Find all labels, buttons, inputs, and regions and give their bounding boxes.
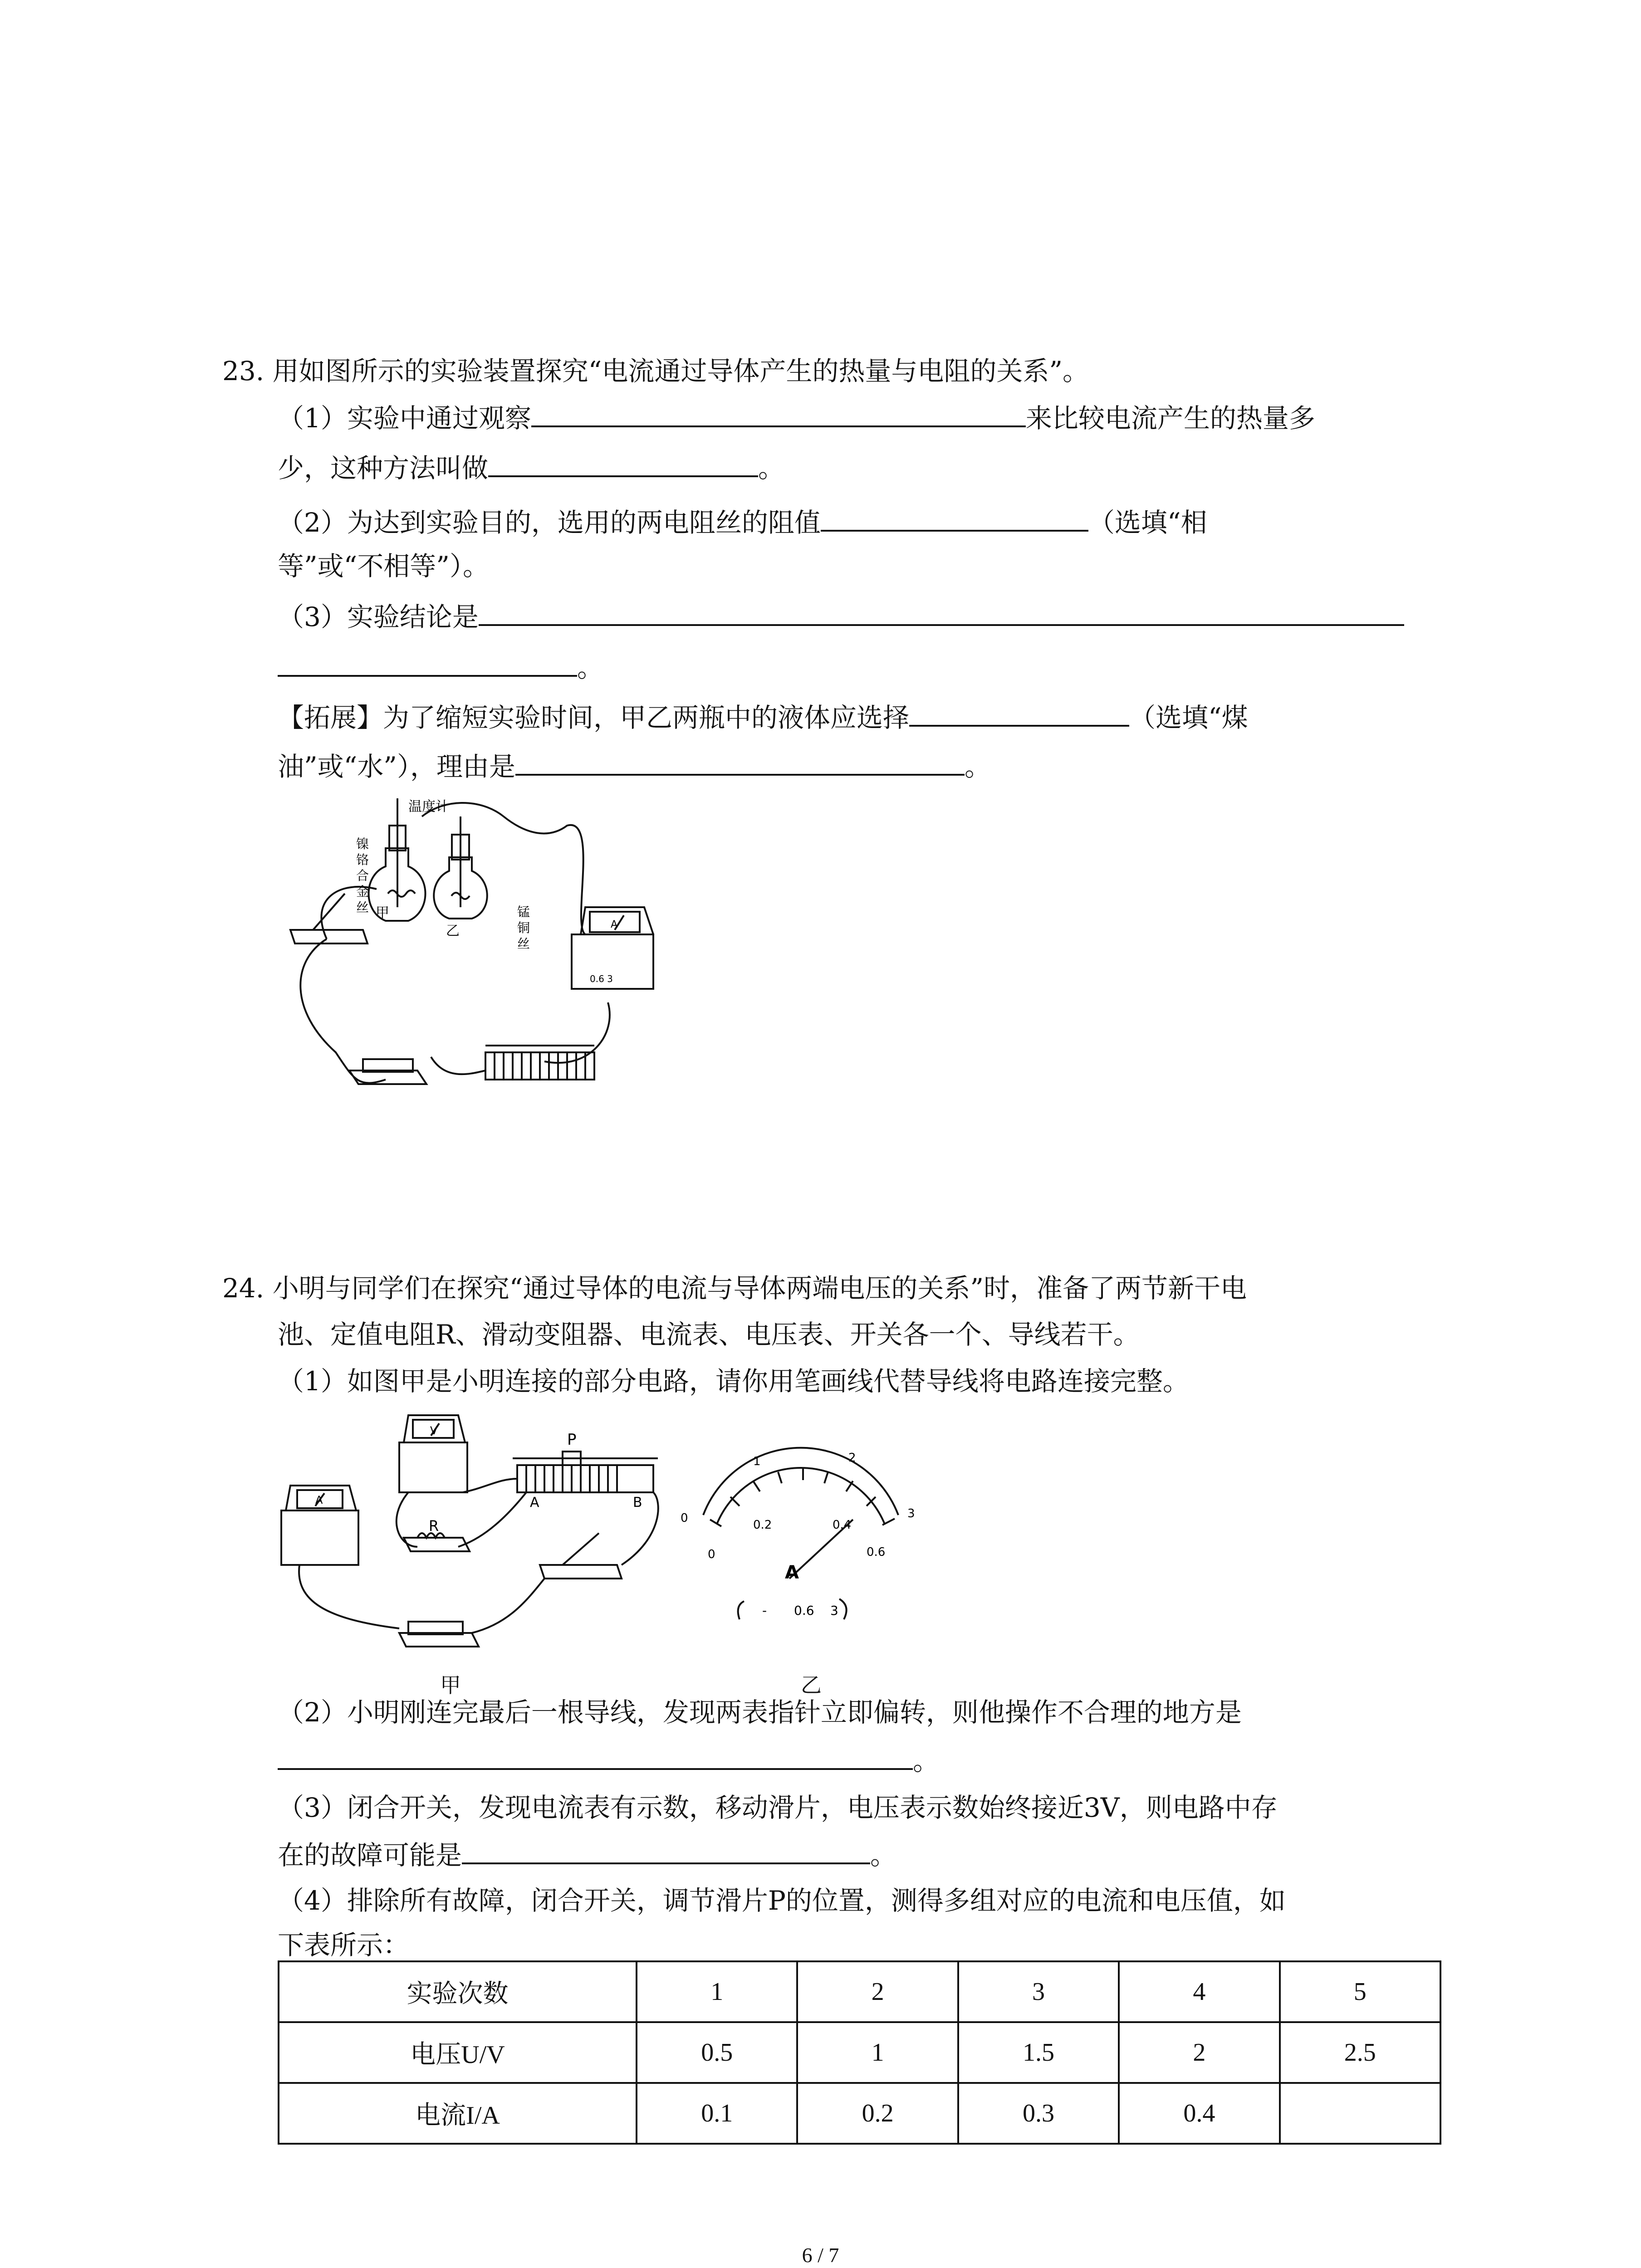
wire [300, 939, 386, 1083]
svg-text:镍: 镍 [356, 836, 369, 851]
q23-part2-line2: 等”或“不相等”）。 [278, 551, 489, 582]
svg-text:合: 合 [356, 868, 369, 883]
q23-extension-line1: 【拓展】为了缩短实验时间，甲乙两瓶中的液体应选择 （选填“煤 [278, 699, 1248, 736]
q23-circuit-figure [272, 798, 681, 1098]
terminal-label: - [762, 1603, 767, 1618]
svg-text:铜: 铜 [517, 920, 530, 935]
page-number: 6 / 7 [802, 2244, 839, 2267]
q24-stem-line2: 池、定值电阻R、滑动变阻器、电流表、电压表、开关各一个、导线若干。 [278, 1319, 1140, 1350]
meter-symbol: A [785, 1562, 799, 1583]
q23-part1-line1: （1）实验中通过观察 来比较电流产生的热量多 [278, 399, 1315, 436]
coil-jia [388, 890, 415, 897]
table-cell-empty[interactable] [1280, 2083, 1440, 2144]
q24-caption-yi: 乙 [801, 1673, 822, 1697]
switch-base [290, 930, 367, 943]
q23-extension-line2: 油”或“水”），理由是 。 [278, 748, 991, 785]
scale-label: 3 [907, 1507, 915, 1520]
q23-blank-conclusion-b[interactable] [278, 649, 577, 677]
table-cell: 3 [958, 1961, 1119, 2022]
table-header-row [279, 1961, 1440, 2022]
q23-part3-line2: 。 [278, 649, 603, 686]
table-row [279, 2022, 1440, 2083]
wire [299, 1565, 399, 1628]
label-a: A [530, 1495, 539, 1510]
scale-label: 0 [708, 1548, 715, 1561]
svg-text:丝: 丝 [517, 936, 530, 951]
q24-figure-jia [272, 1411, 671, 1660]
q24-data-table [278, 1960, 1441, 2145]
table-cell: 电流I/A [279, 2083, 637, 2144]
scale-label: 0.2 [753, 1518, 772, 1532]
label-bottle-yi: 乙 [446, 923, 460, 939]
table-cell: 电压U/V [279, 2022, 637, 2083]
q23-part3-line1: （3）实验结论是 [278, 598, 1404, 635]
scale-label: 0.6 [867, 1545, 886, 1559]
table-row [279, 2083, 1440, 2144]
q24-part4-line2: 下表所示： [278, 1930, 410, 1960]
label-nichrome-wire [356, 836, 369, 915]
rheostat [517, 1465, 653, 1492]
scale-label: 2 [848, 1451, 856, 1465]
label-r: R [429, 1517, 439, 1535]
q23-blank-liquid[interactable] [909, 699, 1129, 727]
wire [463, 1479, 517, 1492]
q23-stem: 23. 用如图所示的实验装置探究“电流通过导体产生的热量与电阻的关系”。 [222, 356, 1089, 386]
svg-text:铬: 铬 [356, 852, 369, 867]
terminal-label: 0.6 [794, 1603, 814, 1618]
terminal-label: 3 [830, 1603, 838, 1618]
label-bottle-jia: 甲 [376, 905, 389, 921]
scale-arc-outer [703, 1448, 898, 1515]
table-cell: 4 [1119, 1961, 1279, 2022]
q24-part2-line1: （2）小明刚连完最后一根导线，发现两表指针立即偏转，则他操作不合理的地方是 [278, 1697, 1242, 1728]
label-p: P [567, 1431, 577, 1449]
voltmeter-box [399, 1442, 467, 1492]
q23-part2-line1: （2）为达到实验目的，选用的两电阻丝的阻值 （选填“相 [278, 503, 1207, 541]
table-cell: 1.5 [958, 2022, 1119, 2083]
table-cell: 2.5 [1280, 2022, 1440, 2083]
wire [431, 1057, 485, 1074]
q24-part4-line1: （4）排除所有故障，闭合开关，调节滑片P的位置，测得多组对应的电流和电压值，如 [278, 1885, 1286, 1916]
switch-base [540, 1565, 622, 1579]
label-b: B [633, 1495, 642, 1510]
q24-figure-yi [671, 1429, 926, 1628]
table-cell: 0.2 [797, 2083, 958, 2144]
q24-part3-line2: 在的故障可能是 。 [278, 1836, 896, 1873]
table-cell: 1 [637, 1961, 797, 2022]
wire [422, 803, 585, 934]
ammeter-box [281, 1510, 358, 1565]
label-thermometer: 温度计 [408, 799, 449, 815]
ammeter-symbol: A [611, 919, 618, 930]
q23-blank-reason[interactable] [515, 748, 965, 776]
q24-stem-line1: 24. 小明与同学们在探究“通过导体的电流与导体两端电压的关系”时，准备了两节新干电 [222, 1273, 1247, 1304]
svg-text:丝: 丝 [356, 900, 369, 915]
svg-text:金: 金 [356, 884, 369, 899]
wire [472, 1579, 544, 1633]
table-cell: 0.4 [1119, 2083, 1279, 2144]
wire [458, 1492, 526, 1547]
q23-blank-method[interactable] [488, 449, 758, 477]
q23-blank-observe[interactable] [531, 399, 1026, 427]
q23-blank-resistance[interactable] [821, 503, 1088, 532]
table-cell: 1 [797, 2022, 958, 2083]
scale-label: 0 [681, 1511, 688, 1525]
label-manganin-wire [517, 904, 530, 951]
scale-label: 0.4 [833, 1518, 852, 1532]
table-cell: 0.3 [958, 2083, 1119, 2144]
table-cell: 实验次数 [279, 1961, 637, 2022]
ammeter-symbol: A [315, 1494, 323, 1506]
voltmeter-symbol: V [430, 1424, 438, 1437]
q24-caption-jia: 甲 [440, 1673, 461, 1697]
table-cell: 0.1 [637, 2083, 797, 2144]
q23-blank-conclusion-a[interactable] [479, 598, 1404, 626]
table-cell: 2 [1119, 2022, 1279, 2083]
svg-text:锰: 锰 [517, 904, 530, 919]
q24-part1: （1）如图甲是小明连接的部分电路，请你用笔画线代替导线将电路连接完整。 [278, 1366, 1189, 1397]
q24-part3-line1: （3）闭合开关，发现电流表有示数，移动滑片，电压表示数始终接近3V，则电路中存 [278, 1792, 1278, 1823]
resistor-base [404, 1538, 470, 1551]
ammeter-scale: 0.6 3 [590, 973, 613, 984]
scale-label: 1 [753, 1455, 761, 1468]
switch-lever [313, 894, 345, 930]
q23-part1-line2: 少，这种方法叫做 。 [278, 449, 784, 486]
table-cell: 2 [797, 1961, 958, 2022]
table-cell: 0.5 [637, 2022, 797, 2083]
q24-part2-line2: 。 [278, 1742, 939, 1779]
scale-arc-inner [717, 1468, 885, 1524]
q24-blank-fault[interactable] [462, 1836, 870, 1864]
q24-blank-mistake[interactable] [278, 1742, 913, 1770]
table-cell: 5 [1280, 1961, 1440, 2022]
